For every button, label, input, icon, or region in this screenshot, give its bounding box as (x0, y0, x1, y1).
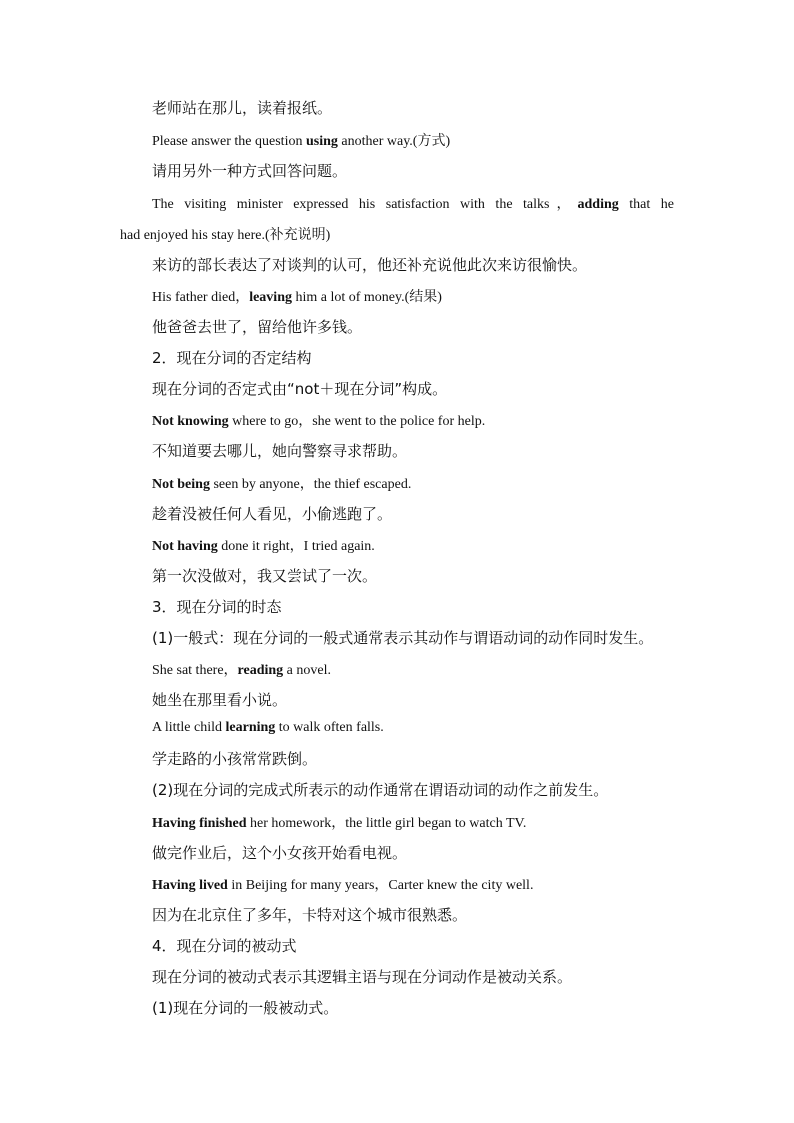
sentence-text: 学走路的小孩常常跌倒。 (152, 750, 318, 768)
sentence-text: 第一次没做对，我又尝试了一次。 (152, 567, 378, 585)
sentence-text: 老师站在那儿，读着报纸。 (152, 99, 333, 117)
highlighted-participle: learning (225, 720, 276, 735)
example-sentence (152, 286, 442, 306)
sentence-text: Please answer the question (152, 134, 306, 149)
sentence-text: His father died， (152, 290, 250, 305)
sentence-text: seen by anyone，the thief escaped. (209, 477, 412, 492)
sentence-text: 她坐在那里看小说。 (152, 691, 288, 709)
highlighted-participle: Not having (152, 539, 218, 554)
sentence-text: her homework，the little girl began to watch TV. (246, 816, 527, 831)
translation-line (152, 254, 587, 275)
text-line (152, 627, 653, 648)
example-sentence-continued (120, 224, 330, 244)
translation-line (152, 904, 467, 925)
example-sentence (152, 720, 384, 736)
highlighted-participle: leaving (249, 290, 292, 305)
sentence-text: 来访的部长表达了对谈判的认可，他还补充说他此次来访很愉快。 (152, 256, 588, 274)
translation-line (152, 316, 362, 337)
heading-text: 2．现在分词的否定结构 (152, 349, 312, 367)
highlighted-participle: reading (237, 663, 284, 678)
sentence-text: (2)现在分词的完成式所表示的动作通常在谓语动词的动作之前发生。 (152, 781, 609, 799)
highlighted-participle: Having lived (152, 878, 228, 893)
sentence-text: (1)现在分词的一般被动式。 (152, 999, 339, 1017)
sentence-text: The visiting minister expressed his satisfaction with the talks， (152, 197, 578, 212)
sentence-text: that he (618, 197, 674, 212)
text-line (152, 378, 447, 399)
sentence-text: done it right，I tried again. (217, 539, 375, 554)
example-sentence (152, 874, 533, 894)
sentence-text: in Beijing for many years，Carter knew the city well. (227, 878, 534, 893)
sentence-text: to walk often falls. (275, 720, 384, 735)
example-sentence (152, 812, 526, 832)
sentence-text: 不知道要去哪儿，她向警察寻求帮助。 (152, 442, 408, 460)
sentence-text: a novel. (283, 663, 331, 678)
example-sentence (152, 535, 375, 555)
heading-text: 4．现在分词的被动式 (152, 937, 297, 955)
example-sentence (152, 193, 674, 213)
text-line (152, 779, 608, 800)
sentence-text: where to go，she went to the police for help. (228, 414, 486, 429)
translation-line (152, 842, 407, 863)
sentence-text: had enjoyed his stay here.(补充说明) (120, 228, 331, 243)
sentence-text: She sat there， (152, 663, 238, 678)
example-sentence (152, 410, 485, 430)
section-heading (152, 347, 312, 368)
sentence-text: 现在分词的否定式由“not＋现在分词”构成。 (152, 380, 448, 398)
sentence-text: 趁着没被任何人看见，小偷逃跑了。 (152, 505, 393, 523)
sentence-text: 因为在北京住了多年，卡特对这个城市很熟悉。 (152, 906, 468, 924)
sentence-text: (1)一般式：现在分词的一般式通常表示其动作与谓语动词的动作同时发生。 (152, 629, 654, 647)
sentence-text: another way.(方式) (337, 134, 451, 149)
example-sentence (152, 473, 411, 493)
text-line (152, 966, 572, 987)
highlighted-participle: using (305, 134, 338, 149)
sentence-text: him a lot of money.(结果) (291, 290, 442, 305)
highlighted-participle: adding (577, 197, 619, 212)
example-sentence (152, 130, 450, 150)
text-line (152, 997, 338, 1018)
example-sentence (152, 659, 331, 679)
sentence-text: 请用另外一种方式回答问题。 (152, 162, 348, 180)
translation-line (152, 160, 347, 181)
translation-line (152, 689, 287, 710)
text-line (152, 97, 332, 118)
translation-line (152, 565, 377, 586)
section-heading (152, 596, 282, 617)
highlighted-participle: Not being (152, 477, 210, 492)
sentence-text: 现在分词的被动式表示其逻辑主语与现在分词动作是被动关系。 (152, 968, 573, 986)
heading-text: 3．现在分词的时态 (152, 598, 282, 616)
sentence-text: 他爸爸去世了，留给他许多钱。 (152, 318, 363, 336)
translation-line (152, 440, 407, 461)
sentence-text: A little child (152, 720, 226, 735)
sentence-text: 做完作业后，这个小女孩开始看电视。 (152, 844, 408, 862)
highlighted-participle: Having finished (152, 816, 247, 831)
translation-line (152, 748, 317, 769)
section-heading (152, 935, 297, 956)
highlighted-participle: Not knowing (152, 414, 229, 429)
translation-line (152, 503, 392, 524)
